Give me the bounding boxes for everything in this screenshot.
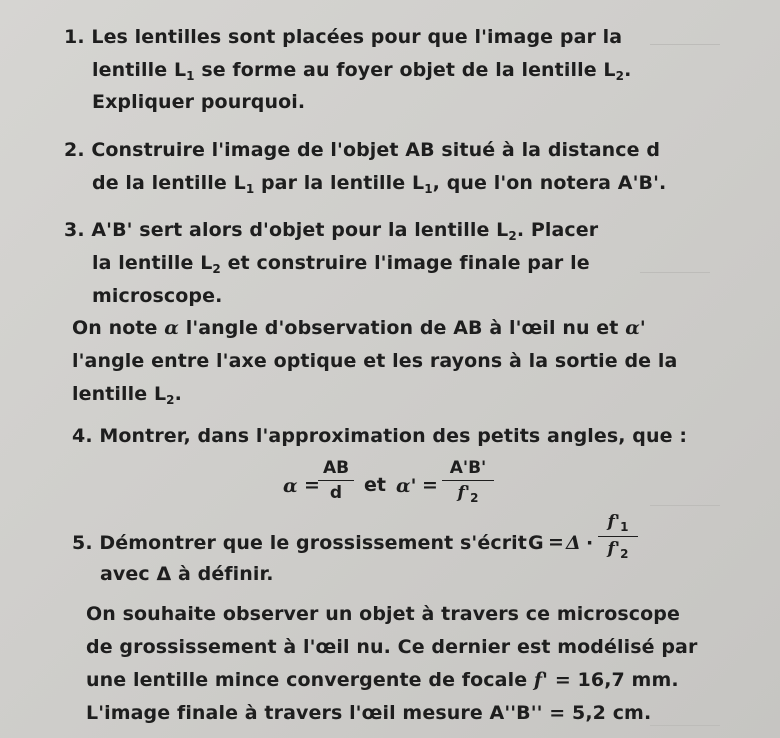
fraction-denominator <box>442 483 494 505</box>
et-word: et <box>364 474 386 496</box>
subscript: 1 <box>620 520 629 534</box>
f-prime: f' <box>607 512 621 532</box>
q4-line-1 <box>72 425 687 447</box>
note-text: lentille L <box>72 383 167 405</box>
delta-symbol: Δ <box>566 532 581 554</box>
q3-line-2 <box>92 252 590 276</box>
note-line-1 <box>72 317 646 339</box>
fraction-numerator: A'B' <box>449 458 487 478</box>
alpha-symbol: α <box>164 317 179 339</box>
equals-sign: = <box>548 531 564 553</box>
note-line-3 <box>72 383 182 407</box>
subscript: 2 <box>470 491 479 505</box>
f-prime: f' <box>533 669 549 691</box>
alpha-prime-symbol: α' <box>396 475 417 497</box>
final-line-2: de grossissement à l'œil nu. Ce dernier est modélisé par <box>86 636 698 658</box>
final-line-3 <box>86 669 679 691</box>
equals-sign: = <box>422 474 438 496</box>
paper-texture <box>640 272 710 273</box>
note-text: . <box>174 383 182 405</box>
q2-line-1 <box>64 139 660 161</box>
final-line-4: L'image finale à travers l'œil mesure A''B'' = 5,2 cm. <box>86 702 652 724</box>
fraction-denominator <box>598 539 638 561</box>
q5-number: 5. <box>72 532 93 554</box>
q4-number: 4. <box>72 425 93 447</box>
subscript: 2 <box>508 229 517 243</box>
fraction-denominator: d <box>329 483 343 503</box>
fraction-bar <box>598 536 638 537</box>
q2-text: Construire l'image de l'objet AB situé à la distance d <box>91 139 661 161</box>
q3-line-1 <box>64 219 598 243</box>
q1-number: 1. <box>64 26 85 48</box>
note-text: On note <box>72 317 165 339</box>
q3-number: 3. <box>64 219 85 241</box>
dot-symbol: · <box>586 532 594 554</box>
f-prime: f' <box>607 539 621 559</box>
final-text: = 16,7 mm. <box>548 669 679 691</box>
q1-line-2 <box>92 59 631 83</box>
q3-text: A'B' sert alors d'objet pour la lentille L <box>91 219 509 241</box>
q2-number: 2. <box>64 139 85 161</box>
paper-texture <box>650 505 720 506</box>
q4-text: Montrer, dans l'approximation des petits angles, que : <box>99 425 688 447</box>
q1-text: se forme au foyer objet de la lentille L <box>194 59 616 81</box>
g-symbol: G <box>528 532 544 554</box>
alpha-prime-symbol: α' <box>625 317 646 339</box>
q2-line-2 <box>92 172 666 196</box>
q1-line-1 <box>64 26 622 48</box>
fraction-numerator: AB <box>322 458 350 478</box>
q3-text: . Placer <box>516 219 599 241</box>
note-text: l'angle d'observation de AB à l'œil nu et <box>179 317 626 339</box>
q3-text: et construire l'image finale par le <box>220 252 590 274</box>
paper-texture <box>650 725 720 726</box>
subscript: 2 <box>615 69 625 83</box>
subscript: 1 <box>245 182 255 196</box>
q1-text: . <box>624 59 632 81</box>
subscript: 2 <box>212 262 221 276</box>
subscript: 2 <box>166 393 175 407</box>
subscript: 1 <box>186 69 195 83</box>
note-line-2: l'angle entre l'axe optique et les rayons à la sortie de la <box>72 350 678 372</box>
q2-text: de la lentille L <box>92 172 246 194</box>
q5-line-1 <box>72 532 527 554</box>
q5-line-2: avec Δ à définir. <box>100 563 274 585</box>
q1-line-3: Expliquer pourquoi. <box>92 91 306 113</box>
final-line-1: On souhaite observer un objet à travers ce microscope <box>86 603 680 625</box>
q3-line-3: microscope. <box>92 285 223 307</box>
fraction-ab-over-d <box>318 458 354 503</box>
fraction-bar <box>442 480 494 481</box>
q1-text: lentille L <box>92 59 187 81</box>
final-text: une lentille mince convergente de focale <box>86 669 534 691</box>
paper-texture <box>650 44 720 45</box>
q3-text: la lentille L <box>92 252 213 274</box>
subscript: 2 <box>620 547 629 561</box>
f-prime: f' <box>457 483 471 503</box>
fraction-aprime-bprime-over-f2 <box>442 458 494 505</box>
q2-text: par la lentille L <box>254 172 425 194</box>
fraction-numerator <box>598 512 638 534</box>
subscript: 1 <box>424 182 433 196</box>
fraction-f1-over-f2 <box>598 512 638 561</box>
equals-sign: = <box>304 474 320 496</box>
q5-text: Démontrer que le grossissement s'écrit <box>99 532 527 554</box>
alpha-symbol: α <box>283 475 298 497</box>
q2-text: , que l'on notera A'B'. <box>432 172 667 194</box>
fraction-bar <box>318 480 354 481</box>
q1-text: Les lentilles sont placées pour que l'image par la <box>91 26 623 48</box>
